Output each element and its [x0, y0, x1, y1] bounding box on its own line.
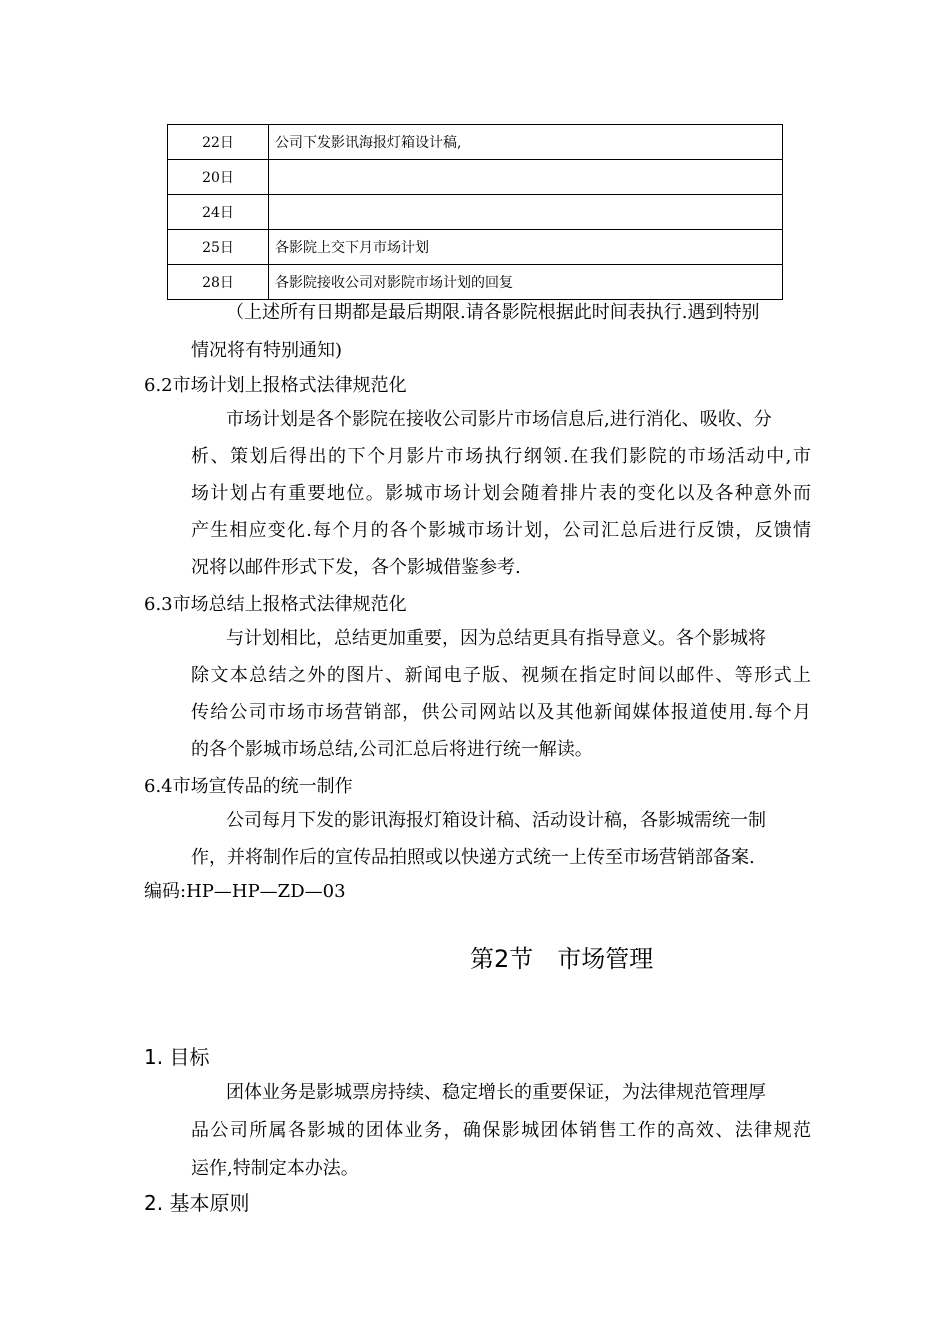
table-row	[168, 160, 783, 195]
schedule-desc: 各影院上交下月市场计划	[269, 230, 783, 265]
schedule-desc	[269, 160, 783, 195]
table-row	[168, 230, 783, 265]
paragraph-line: 传给公司市场市场营销部，供公司网站以及其他新闻媒体报道使用.每个月	[191, 702, 811, 723]
section-heading: 6.3市场总结上报格式法律规范化	[144, 594, 407, 615]
schedule-table	[167, 124, 783, 300]
schedule-desc: 各影院接收公司对影院市场计划的回复	[269, 265, 783, 300]
table-row	[168, 125, 783, 160]
paragraph-line: 品公司所属各影城的团体业务，确保影城团体销售工作的高效、法律规范	[191, 1120, 811, 1141]
section-heading: 6.4市场宣传品的统一制作	[144, 776, 353, 797]
schedule-day: 25日	[168, 230, 269, 265]
schedule-day: 22日	[168, 125, 269, 160]
paragraph-line: 与计划相比，总结更加重要，因为总结更具有指导意义。各个影城将	[226, 628, 766, 649]
paragraph-line: 公司每月下发的影讯海报灯箱设计稿、活动设计稿，各影城需统一制	[226, 810, 766, 831]
section-number: 第2节	[470, 945, 534, 973]
goal-heading: 1. 目标	[144, 1045, 210, 1069]
table-row	[168, 195, 783, 230]
paragraph-line: 市场计划是各个影院在接收公司影片市场信息后,进行消化、吸收、分	[226, 409, 772, 430]
paragraph-line: 运作,特制定本办法。	[191, 1158, 359, 1179]
paragraph-line: 团体业务是影城票房持续、稳定增长的重要保证，为法律规范管理厚	[226, 1082, 766, 1103]
document-code: 编码:HP—HP—ZD—03	[144, 881, 346, 902]
schedule-note: （上述所有日期都是最后期限.请各影院根据此时间表执行.遇到特别	[226, 302, 760, 323]
paragraph-line: 析、策划后得出的下个月影片市场执行纲领.在我们影院的市场活动中,市	[191, 446, 811, 467]
schedule-day: 28日	[168, 265, 269, 300]
paragraph-line: 场计划占有重要地位。影城市场计划会随着排片表的变化以及各种意外而	[191, 483, 811, 504]
schedule-note: 情况将有特别通知)	[191, 340, 343, 361]
schedule-day: 20日	[168, 160, 269, 195]
paragraph-line: 产生相应变化.每个月的各个影城市场计划，公司汇总后进行反馈，反馈情	[191, 520, 811, 541]
table-row	[168, 265, 783, 300]
paragraph-line: 的各个影城市场总结,公司汇总后将进行统一解读。	[191, 739, 593, 760]
paragraph-line: 况将以邮件形式下发，各个影城借鉴参考.	[191, 557, 521, 578]
schedule-desc	[269, 195, 783, 230]
schedule-desc: 公司下发影讯海报灯箱设计稿,	[269, 125, 783, 160]
principle-heading: 2. 基本原则	[144, 1191, 250, 1215]
section-title	[0, 944, 950, 974]
paragraph-line: 除文本总结之外的图片、新闻电子版、视频在指定时间以邮件、等形式上	[191, 665, 811, 686]
paragraph-line: 作，并将制作后的宣传品拍照或以快递方式统一上传至市场营销部备案.	[191, 847, 755, 868]
section-heading: 6.2市场计划上报格式法律规范化	[144, 375, 407, 396]
section-name: 市场管理	[557, 945, 654, 973]
schedule-day: 24日	[168, 195, 269, 230]
